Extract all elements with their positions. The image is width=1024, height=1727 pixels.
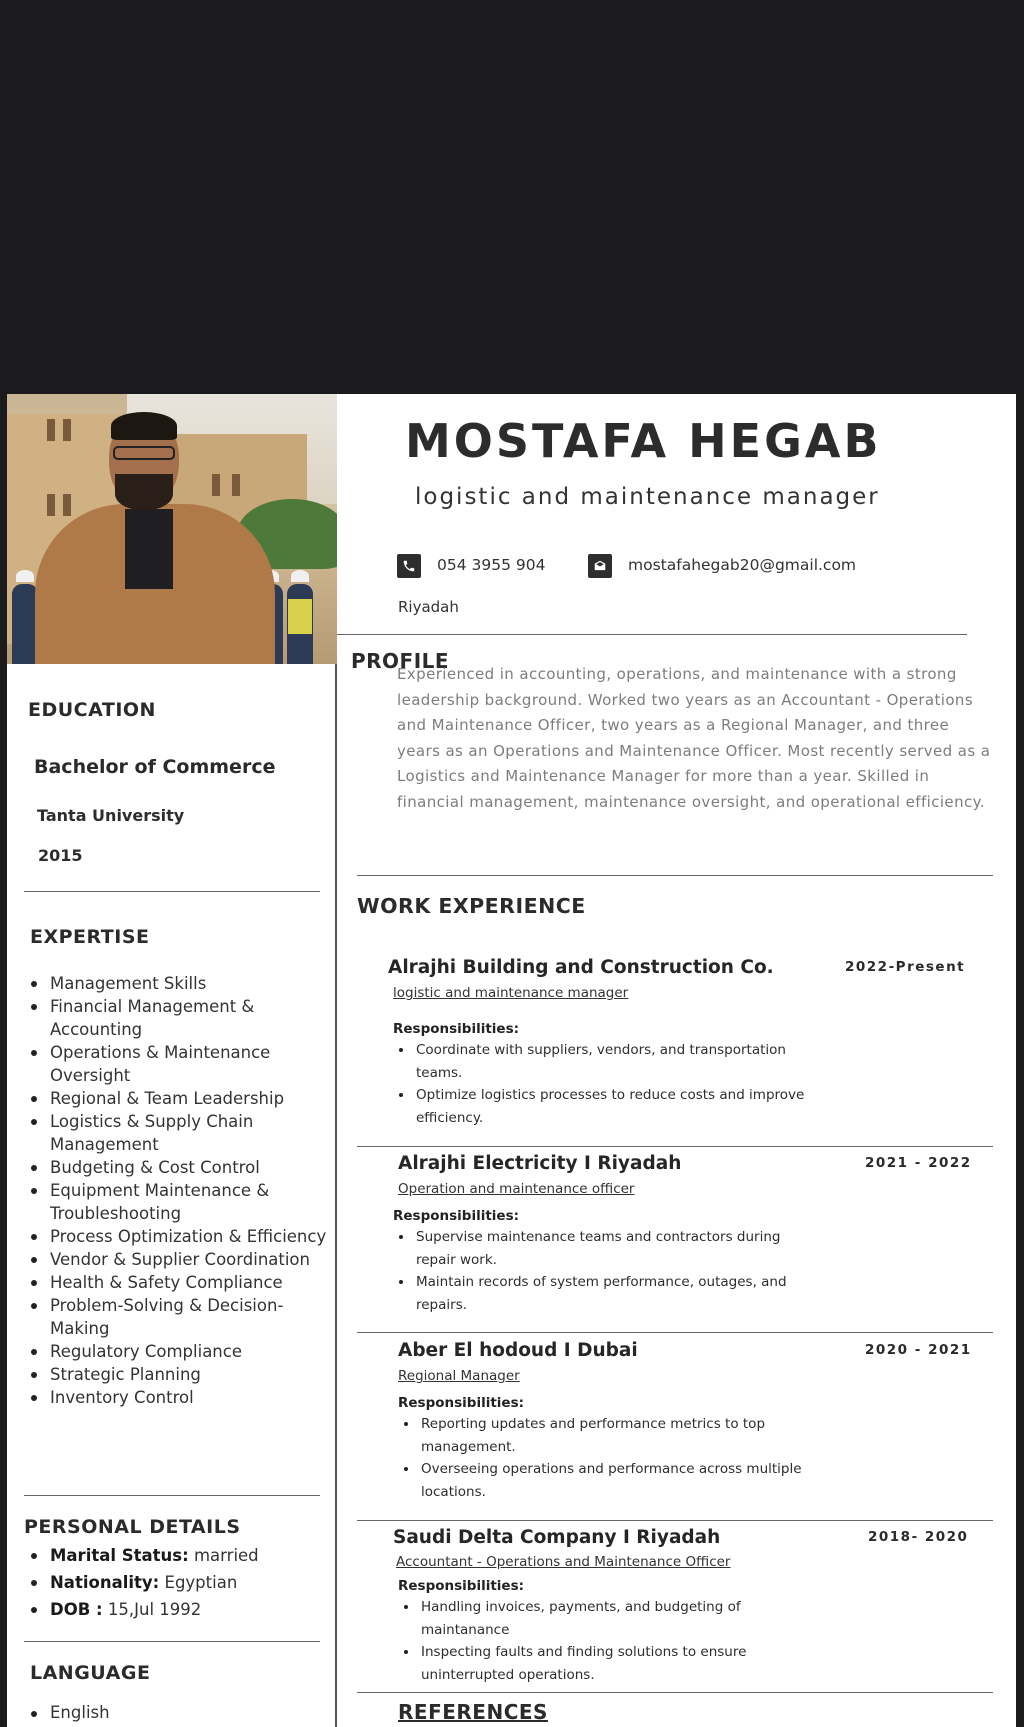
- list-item: Inspecting faults and finding solutions to ensure uninterrupted operations.: [399, 1641, 779, 1686]
- list-item: Handling invoices, payments, and budgeting of maintanance: [399, 1596, 779, 1641]
- job-dates: 2022-Present: [845, 959, 966, 975]
- divider: [24, 891, 320, 892]
- language-heading: LANGUAGE: [30, 1662, 151, 1684]
- sidebar: [7, 394, 337, 1727]
- list-item: Strategic Planning: [26, 1363, 331, 1386]
- expertise-heading: EXPERTISE: [30, 926, 150, 948]
- education-university: Tanta University: [37, 806, 185, 825]
- expertise-list: [26, 972, 331, 1409]
- responsibilities-label: Responsibilities:: [393, 1208, 520, 1224]
- nationality: Nationality: Egyptian: [26, 1569, 331, 1596]
- resume-page: [7, 394, 1016, 1727]
- list-item: Operations & Maintenance Oversight: [26, 1041, 331, 1087]
- work-experience-heading: WORK EXPERIENCE: [357, 894, 586, 918]
- job-dates: 2018- 2020: [868, 1529, 969, 1545]
- list-item: Regulatory Compliance: [26, 1340, 331, 1363]
- divider: [24, 1495, 320, 1496]
- list-item: Equipment Maintenance & Troubleshooting: [26, 1179, 331, 1225]
- candidate-name: MOSTAFA HEGAB: [405, 414, 882, 468]
- date-of-birth: DOB : 15,Jul 1992: [26, 1596, 331, 1623]
- divider: [337, 634, 967, 635]
- profile-heading: PROFILE: [351, 649, 450, 673]
- divider: [357, 875, 993, 876]
- email-address[interactable]: mostafahegab20@gmail.com: [628, 556, 857, 574]
- job-duties: [399, 1413, 819, 1503]
- job-title: Regional Manager: [398, 1368, 520, 1384]
- references-heading: REFERENCES: [398, 1700, 548, 1724]
- list-item: Overseeing operations and performance across multiple locations.: [399, 1458, 819, 1503]
- responsibilities-label: Responsibilities:: [398, 1578, 525, 1594]
- location: Riyadah: [398, 598, 459, 616]
- list-item: Reporting updates and performance metrics to top management.: [399, 1413, 819, 1458]
- job-company: Alrajhi Electricity I Riyadah: [398, 1153, 682, 1174]
- job-title: logistic and maintenance manager: [393, 985, 629, 1001]
- list-item: Vendor & Supplier Coordination: [26, 1248, 331, 1271]
- job-dates: 2021 - 2022: [865, 1155, 972, 1171]
- personal-details-heading: PERSONAL DETAILS: [24, 1516, 241, 1538]
- list-item: Logistics & Supply Chain Management: [26, 1110, 331, 1156]
- job-title: Operation and maintenance officer: [398, 1181, 635, 1197]
- job-duties: [394, 1039, 824, 1129]
- divider: [357, 1520, 993, 1521]
- list-item: Maintain records of system performance, outages, and repairs.: [394, 1271, 824, 1316]
- list-item: Supervise maintenance teams and contractors during repair work.: [394, 1226, 824, 1271]
- marital-status: Marital Status: married: [26, 1542, 331, 1569]
- education-heading: EDUCATION: [28, 699, 156, 721]
- list-item: Financial Management & Accounting: [26, 995, 331, 1041]
- candidate-role: logistic and maintenance manager: [415, 484, 880, 510]
- education-year: 2015: [38, 846, 83, 865]
- list-item: English: [26, 1701, 331, 1725]
- list-item: Process Optimization & Efficiency: [26, 1225, 331, 1248]
- responsibilities-label: Responsibilities:: [393, 1021, 520, 1037]
- language-list: [26, 1701, 331, 1725]
- list-item: Problem-Solving & Decision-Making: [26, 1294, 331, 1340]
- job-company: Aber El hodoud I Dubai: [398, 1340, 638, 1361]
- list-item: Budgeting & Cost Control: [26, 1156, 331, 1179]
- divider: [357, 1146, 993, 1147]
- job-title: Accountant - Operations and Maintenance Officer: [396, 1554, 731, 1570]
- responsibilities-label: Responsibilities:: [398, 1395, 525, 1411]
- top-dark-area: [0, 0, 1024, 394]
- list-item: Coordinate with suppliers, vendors, and transportation teams.: [394, 1039, 824, 1084]
- education-degree: Bachelor of Commerce: [34, 756, 276, 778]
- job-company: Alrajhi Building and Construction Co.: [388, 957, 774, 978]
- job-dates: 2020 - 2021: [865, 1342, 972, 1358]
- profile-summary: Experienced in accounting, operations, and maintenance with a strong leadership background. Worked two years as an Accountant - Operations and Maintenance Officer, two years as a Regional Manager, and three years as an Operations and Maintenance Officer. Most recently served as a Logistics and Maintenance Manager for more than a year. Skilled in financial management, maintenance oversight, and operational efficiency.: [397, 665, 991, 811]
- job-duties: [394, 1226, 824, 1316]
- divider: [357, 1692, 993, 1693]
- divider: [24, 1641, 320, 1642]
- email-icon: [588, 554, 612, 578]
- list-item: Inventory Control: [26, 1386, 331, 1409]
- job-company: Saudi Delta Company I Riyadah: [393, 1527, 721, 1548]
- list-item: Management Skills: [26, 972, 331, 995]
- divider: [357, 1332, 993, 1333]
- job-duties: [399, 1596, 779, 1686]
- list-item: Regional & Team Leadership: [26, 1087, 331, 1110]
- list-item: Health & Safety Compliance: [26, 1271, 331, 1294]
- personal-details-list: [26, 1542, 331, 1623]
- phone-icon: [397, 554, 421, 578]
- profile-photo: [7, 394, 337, 664]
- phone-number[interactable]: 054 3955 904: [437, 556, 546, 574]
- list-item: Optimize logistics processes to reduce costs and improve efficiency.: [394, 1084, 824, 1129]
